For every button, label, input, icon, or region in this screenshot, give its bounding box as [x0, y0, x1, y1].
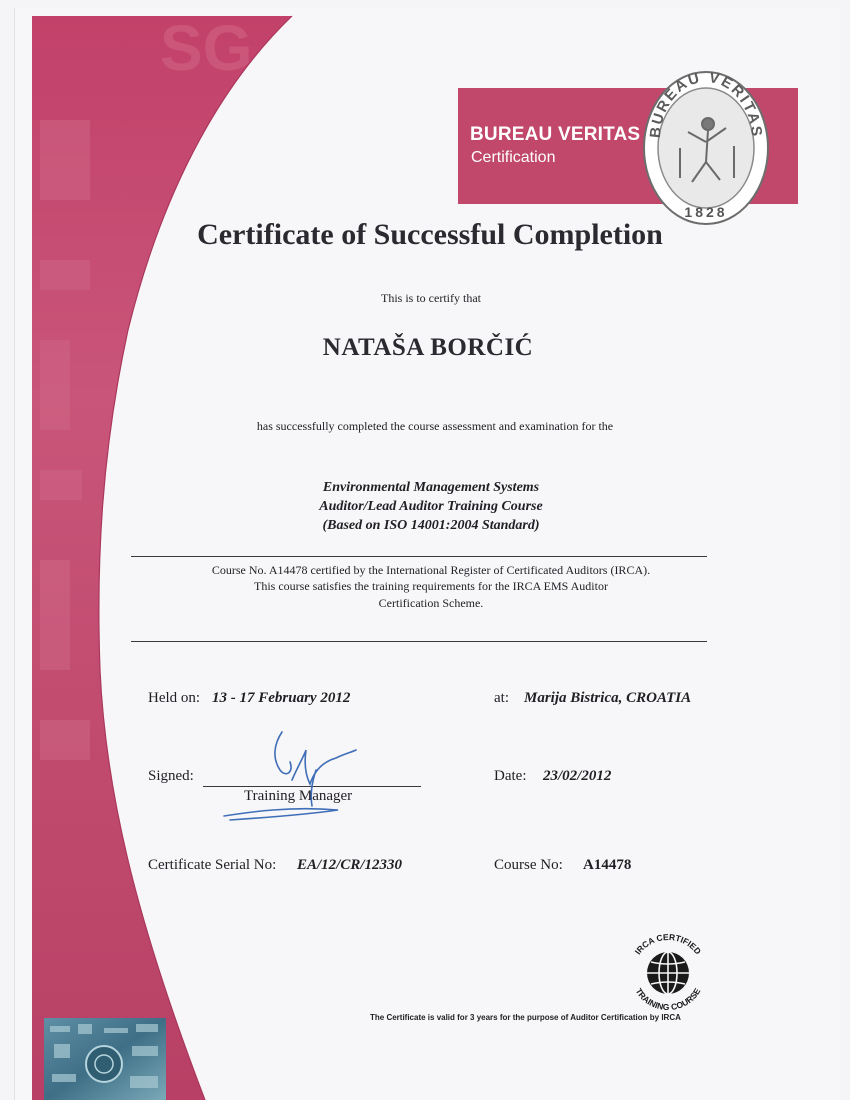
serial-value: EA/12/CR/12330 [297, 857, 403, 873]
irca-globe-icon [622, 930, 714, 1016]
bureau-veritas-seal-icon [640, 62, 772, 228]
certificate-title: Certificate of Successful Completion [197, 218, 663, 251]
date-label: Date: [494, 768, 527, 784]
svg-text:BUREAU VERITAS: BUREAU VERITAS [646, 68, 766, 139]
svg-text:SG: SG [160, 12, 253, 84]
issuer-division: Certification [471, 149, 556, 166]
location-label: at: [494, 690, 509, 706]
signatory-role: Training Manager [244, 788, 353, 804]
course-title-line: (Based on ISO 14001:2004 Standard) [322, 518, 540, 533]
recipient-name: NATAŠA BORČIĆ [322, 334, 534, 361]
completion-statement: has successfully completed the course assessment and examination for the [256, 419, 614, 433]
accreditation-line: Course No. A14478 certified by the International Register of Certificated Auditors (IRCA). [211, 563, 651, 577]
signature-image [220, 722, 360, 824]
held-on-label: Held on: [148, 690, 201, 706]
svg-text:TRAINING COURSE: TRAINING COURSE [633, 986, 703, 1013]
validity-note: The Certificate is valid for 3 years for the purpose of Auditor Certification by IRCA [370, 1013, 681, 1022]
date-value: 23/02/2012 [543, 768, 612, 784]
course-number-value: A14478 [583, 857, 632, 873]
location-value: Marija Bistrica, CROATIA [524, 690, 692, 706]
hologram-icon [44, 1018, 166, 1100]
signed-label: Signed: [148, 768, 194, 784]
divider [131, 556, 707, 557]
certify-statement: This is to certify that [381, 291, 481, 305]
course-title-line: Auditor/Lead Auditor Training Course [319, 499, 543, 514]
svg-text:1828: 1828 [684, 204, 728, 220]
course-number-label: Course No: [494, 857, 563, 873]
course-title-line: Environmental Management Systems [322, 480, 540, 495]
held-on-value: 13 - 17 February 2012 [212, 690, 351, 706]
accreditation-line: This course satisfies the training requirements for the IRCA EMS Auditor [254, 579, 608, 593]
accreditation-line: Certification Scheme. [378, 596, 484, 610]
svg-text:IRCA CERTIFIED: IRCA CERTIFIED [632, 931, 704, 957]
issuer-name: BUREAU VERITAS [470, 124, 641, 145]
divider [131, 641, 707, 642]
serial-label: Certificate Serial No: [148, 857, 277, 873]
